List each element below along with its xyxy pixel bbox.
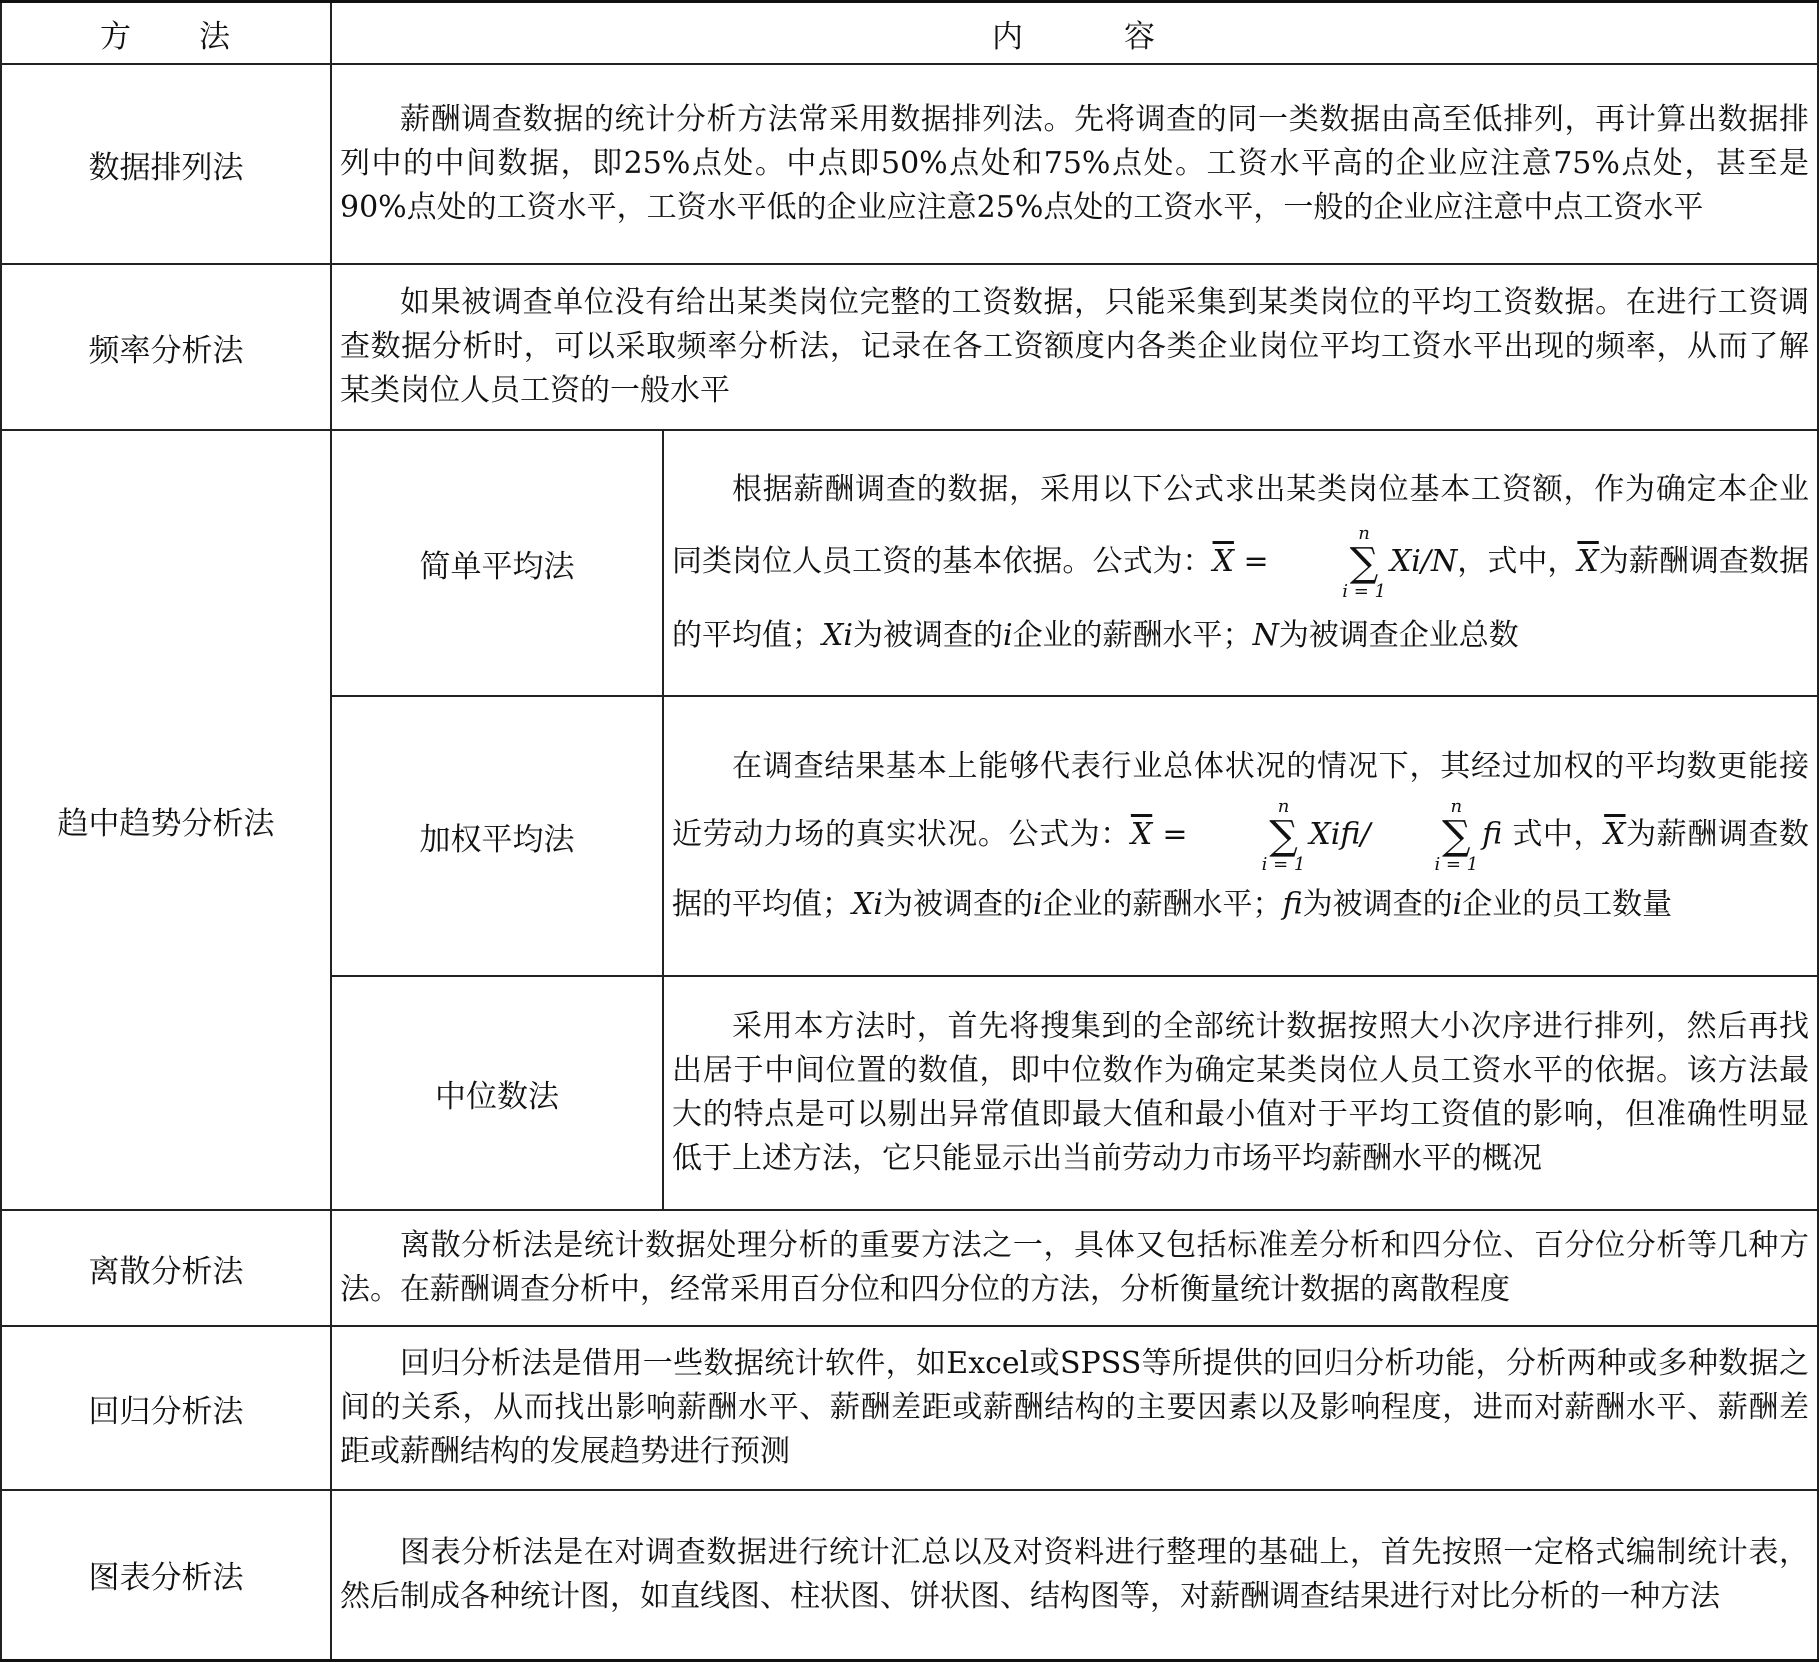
content-part: 为被调查企业总数 bbox=[1278, 618, 1519, 653]
method-label: 图表分析法 bbox=[1, 1490, 331, 1660]
content-text: 图表分析法是在对调查数据进行统计汇总以及对资料进行整理的基础上，首先按照一定格式编制统计表，然后制成各种统计图，如直线图、柱状图、饼状图、结构图等，对薪酬调查结果进行对比分析的一种方法 bbox=[331, 1490, 1818, 1660]
content-text: 离散分析法是统计数据处理分析的重要方法之一，具体又包括标准差分析和四分位、百分位分析等几种方法。在薪酬调查分析中，经常采用百分位和四分位的方法，分析衡量统计数据的离散程度 bbox=[331, 1210, 1818, 1326]
submethod-label: 中位数法 bbox=[331, 976, 663, 1210]
method-label: 回归分析法 bbox=[1, 1326, 331, 1490]
content-text: 薪酬调查数据的统计分析方法常采用数据排列法。先将调查的同一类数据由高至低排列，再计算出数据排列中的中间数据，即25%点处。中点即50%点处和75%点处。工资水平高的企业应注意75%点处，甚至是90%点处的工资水平，工资水平低的企业应注意25%点处的工资水平，一般的企业应注意中点工资水平 bbox=[331, 64, 1818, 264]
content-part: 企业的薪酬水平； bbox=[1042, 887, 1283, 922]
table-row bbox=[1, 64, 1818, 264]
method-label: 数据排列法 bbox=[1, 64, 331, 264]
content-part: 为被调查的 bbox=[852, 618, 1003, 653]
table-row bbox=[1, 430, 1818, 696]
method-label: 趋中趋势分析法 bbox=[1, 430, 331, 1210]
header-content: 内 容 bbox=[331, 2, 1818, 65]
method-label: 离散分析法 bbox=[1, 1210, 331, 1326]
content-part: 根据薪酬调查的数据，采用以下公式求出某类岗位基本工资额，作为确定本企业同类岗位人员工资的基本依据。公式为： bbox=[672, 472, 1809, 579]
content-part: 企业的薪酬水平； bbox=[1012, 618, 1253, 653]
content-part: 为被调查的 bbox=[882, 887, 1033, 922]
submethod-label: 简单平均法 bbox=[331, 430, 663, 696]
content-part: 为被调查的 bbox=[1302, 887, 1453, 922]
content-part: 企业的员工数量 bbox=[1462, 887, 1673, 922]
content-text: 在调查结果基本上能够代表行业总体状况的情况下，其经过加权的平均数更能接近劳动力场的真实状况。公式为：$\overline{X}$ = n ∑ i = 1 Xifi/ n ∑ i = 1 fi 式中，$\overline{X}$为薪酬调查数据的平均值；Xi为被调查的i企业的薪酬水平；fi为被调查的i企业的员工数量 bbox=[663, 696, 1818, 976]
content-text: 采用本方法时，首先将搜集到的全部统计数据按照大小次序进行排列，然后再找出居于中间位置的数值，即中位数作为确定某类岗位人员工资水平的依据。该方法最大的特点是可以剔出异常值即最大值和最小值对于平均工资值的影响，但准确性明显低于上述方法，它只能显示出当前劳动力市场平均薪酬水平的概况 bbox=[663, 976, 1818, 1210]
formula-simple-average: $\overline{X}$ = n ∑ i = 1 Xi/N bbox=[1212, 523, 1458, 602]
submethod-label: 加权平均法 bbox=[331, 696, 663, 976]
content-text: 根据薪酬调查的数据，采用以下公式求出某类岗位基本工资额，作为确定本企业同类岗位人员工资的基本依据。公式为：$\overline{X}$ = n ∑ i = 1 Xi/N，式中，$\overline{X}$为薪酬调查数据的平均值；Xi为被调查的i企业的薪酬水平；N为被调查企业总数 bbox=[663, 430, 1818, 696]
header-method: 方 法 bbox=[1, 2, 331, 65]
header-row bbox=[1, 2, 1818, 65]
content-text: 如果被调查单位没有给出某类岗位完整的工资数据，只能采集到某类岗位的平均工资数据。在进行工资调查数据分析时，可以采取频率分析法，记录在各工资额度内各类企业岗位平均工资水平出现的频率，从而了解某类岗位人员工资的一般水平 bbox=[331, 264, 1818, 430]
content-part: ，式中， bbox=[1457, 544, 1578, 579]
table-row bbox=[1, 1326, 1818, 1490]
content-part: 在调查结果基本上能够代表行业总体状况的情况下，其经过加权的平均数更能接近劳动力场的真实状况。公式为： bbox=[672, 749, 1809, 852]
content-part: 为薪酬调查数据的平均值； bbox=[672, 544, 1809, 653]
method-label: 频率分析法 bbox=[1, 264, 331, 430]
table-row bbox=[1, 1210, 1818, 1326]
content-part: 为薪酬调查数据的平均值； bbox=[672, 817, 1810, 922]
table-row bbox=[1, 264, 1818, 430]
formula-weighted-average: $\overline{X}$ = n ∑ i = 1 Xifi/ n ∑ i = 1 fi bbox=[1130, 796, 1503, 875]
content-part: 式中， bbox=[1512, 817, 1605, 852]
table-row bbox=[1, 1490, 1818, 1660]
content-text: 回归分析法是借用一些数据统计软件，如Excel或SPSS等所提供的回归分析功能，分析两种或多种数据之间的关系，从而找出影响薪酬水平、薪酬差距或薪酬结构的主要因素以及影响程度，进而对薪酬水平、薪酬差距或薪酬结构的发展趋势进行预测 bbox=[331, 1326, 1818, 1490]
